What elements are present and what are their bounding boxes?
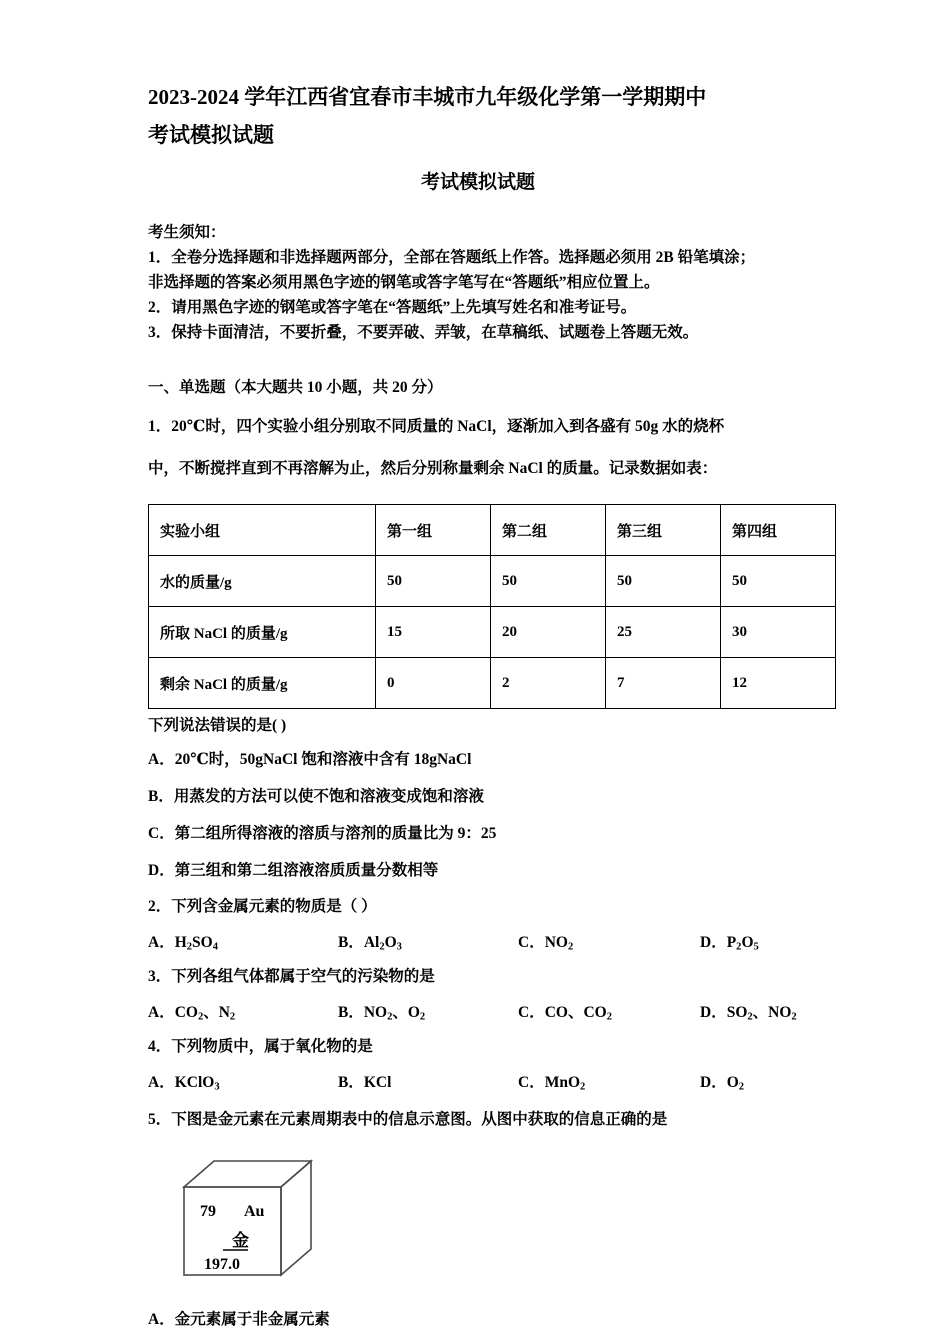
question-2-option-d[interactable]: D．$P_2O_5$: [700, 934, 759, 953]
question-4-stem: 4．下列物质中，属于氧化物的是: [148, 1038, 373, 1055]
cell-water-mass-1: 50: [376, 556, 491, 607]
question-1-options: [148, 741, 808, 889]
title-line-1: 2023-2024 学年江西省宜春市丰城市九年级化学第一学期期中: [148, 85, 707, 109]
table-row: [149, 658, 836, 709]
cell-nacl-taken-2: 20: [491, 607, 606, 658]
table-header-group-1: 第一组: [376, 505, 491, 556]
question-3-options: [148, 996, 808, 1029]
cell-nacl-remaining-2: 2: [491, 658, 606, 709]
cell-water-mass-4: 50: [721, 556, 836, 607]
notice-item-3: 3．保持卡面清洁，不要折叠，不要弄破、弄皱，在草稿纸、试题卷上答题无效。: [148, 324, 699, 341]
question-4-option-d[interactable]: D．$O_2$: [700, 1074, 745, 1093]
cube-element-symbol: Au: [244, 1203, 265, 1220]
question-1-stem-line-1: 1．20℃时，四个实验小组分别取不同质量的 NaCl，逐渐加入到各盛有 50g 水的烧杯: [148, 418, 725, 435]
gold-element-diagram: [170, 1149, 370, 1289]
element-cube-svg: [170, 1149, 370, 1289]
question-1-stem-line-2: 中，不断搅拌直到不再溶解为止，然后分别称量剩余 NaCl 的质量。记录数据如表：: [148, 460, 718, 477]
page-title: [148, 78, 808, 154]
question-4-option-b[interactable]: B．KCl: [338, 1074, 392, 1091]
notice-item-1-line-2: 非选择题的答案必须用黑色字迹的钢笔或答字笔写在“答题纸”相应位置上。: [148, 274, 660, 291]
table-header-group-2: 第二组: [491, 505, 606, 556]
question-4-option-c[interactable]: C．MnO$_2$: [518, 1074, 586, 1093]
table-header-group-4: 第四组: [721, 505, 836, 556]
question-1-stem: [148, 406, 808, 490]
question-4-options: [148, 1066, 808, 1099]
question-3-option-a[interactable]: A．$CO_2$、$N_2$: [148, 1004, 236, 1023]
row-label-nacl-remaining: 剩余 NaCl 的质量/g: [149, 658, 376, 709]
candidate-notice: [148, 220, 808, 345]
notice-item-2: 2．请用黑色字迹的钢笔或答字笔在“答题纸”上先填写姓名和准考证号。: [148, 299, 637, 316]
row-label-water-mass: 水的质量/g: [149, 556, 376, 607]
question-1-option-d[interactable]: D．第三组和第二组溶液溶质质量分数相等: [148, 862, 439, 879]
question-2-stem: 2．下列含金属元素的物质是（ ）: [148, 898, 377, 915]
question-2-options: [148, 926, 808, 959]
cell-nacl-remaining-4: 12: [721, 658, 836, 709]
cell-nacl-taken-4: 30: [721, 607, 836, 658]
notice-heading: 考生须知：: [148, 224, 226, 241]
experiment-data-table: [148, 504, 836, 709]
question-3-option-c[interactable]: C．CO、$CO_2$: [518, 1004, 612, 1023]
section-heading-single-choice: 一、单选题（本大题共 10 小题，共 20 分）: [148, 379, 443, 396]
question-1-ask: 下列说法错误的是( ): [148, 717, 287, 734]
question-3-option-d[interactable]: D．$SO_2$、$NO_2$: [700, 1004, 797, 1023]
table-row: [149, 607, 836, 658]
title-line-2: 考试模拟试题: [148, 123, 274, 147]
question-4-option-a[interactable]: A．KClO$_3$: [148, 1074, 220, 1093]
question-5-stem: 5．下图是金元素在元素周期表中的信息示意图。从图中获取的信息正确的是: [148, 1111, 668, 1128]
notice-item-1-line-1: 1．全卷分选择题和非选择题两部分，全部在答题纸上作答。选择题必须用 2B 铅笔填涂；: [148, 249, 756, 266]
page-subtitle: 考试模拟试题: [420, 172, 535, 193]
question-2-option-b[interactable]: B．$Al_2O_3$: [338, 934, 402, 953]
cube-top-face: [184, 1161, 311, 1187]
cube-atomic-mass: 197.0: [204, 1256, 240, 1273]
cell-water-mass-2: 50: [491, 556, 606, 607]
table-header-group: 实验小组: [149, 505, 376, 556]
table-header-group-3: 第三组: [606, 505, 721, 556]
cell-nacl-remaining-1: 0: [376, 658, 491, 709]
cell-nacl-remaining-3: 7: [606, 658, 721, 709]
cube-element-name: 金: [232, 1231, 249, 1250]
cell-water-mass-3: 50: [606, 556, 721, 607]
question-1-option-a[interactable]: A．20℃时，50gNaCl 饱和溶液中含有 18gNaCl: [148, 751, 472, 768]
table-row-header: [149, 505, 836, 556]
question-1-option-b[interactable]: B．用蒸发的方法可以使不饱和溶液变成饱和溶液: [148, 788, 484, 805]
question-2-option-a[interactable]: A．$H_2SO_4$: [148, 934, 218, 953]
cell-nacl-taken-3: 25: [606, 607, 721, 658]
row-label-nacl-taken: 所取 NaCl 的质量/g: [149, 607, 376, 658]
table-row: [149, 556, 836, 607]
cell-nacl-taken-1: 15: [376, 607, 491, 658]
question-2-option-c[interactable]: C．$NO_2$: [518, 934, 574, 953]
page-content: [148, 78, 808, 1333]
question-1-option-c[interactable]: C．第二组所得溶液的溶质与溶剂的质量比为 9：25: [148, 825, 497, 842]
question-3-option-b[interactable]: B．$NO_2$、$O_2$: [338, 1004, 426, 1023]
question-5-option-a[interactable]: A．金元素属于非金属元素: [148, 1311, 330, 1328]
question-3-stem: 3．下列各组气体都属于空气的污染物的是: [148, 968, 435, 985]
cube-atomic-number: 79: [200, 1203, 216, 1220]
cube-right-face: [281, 1161, 311, 1275]
